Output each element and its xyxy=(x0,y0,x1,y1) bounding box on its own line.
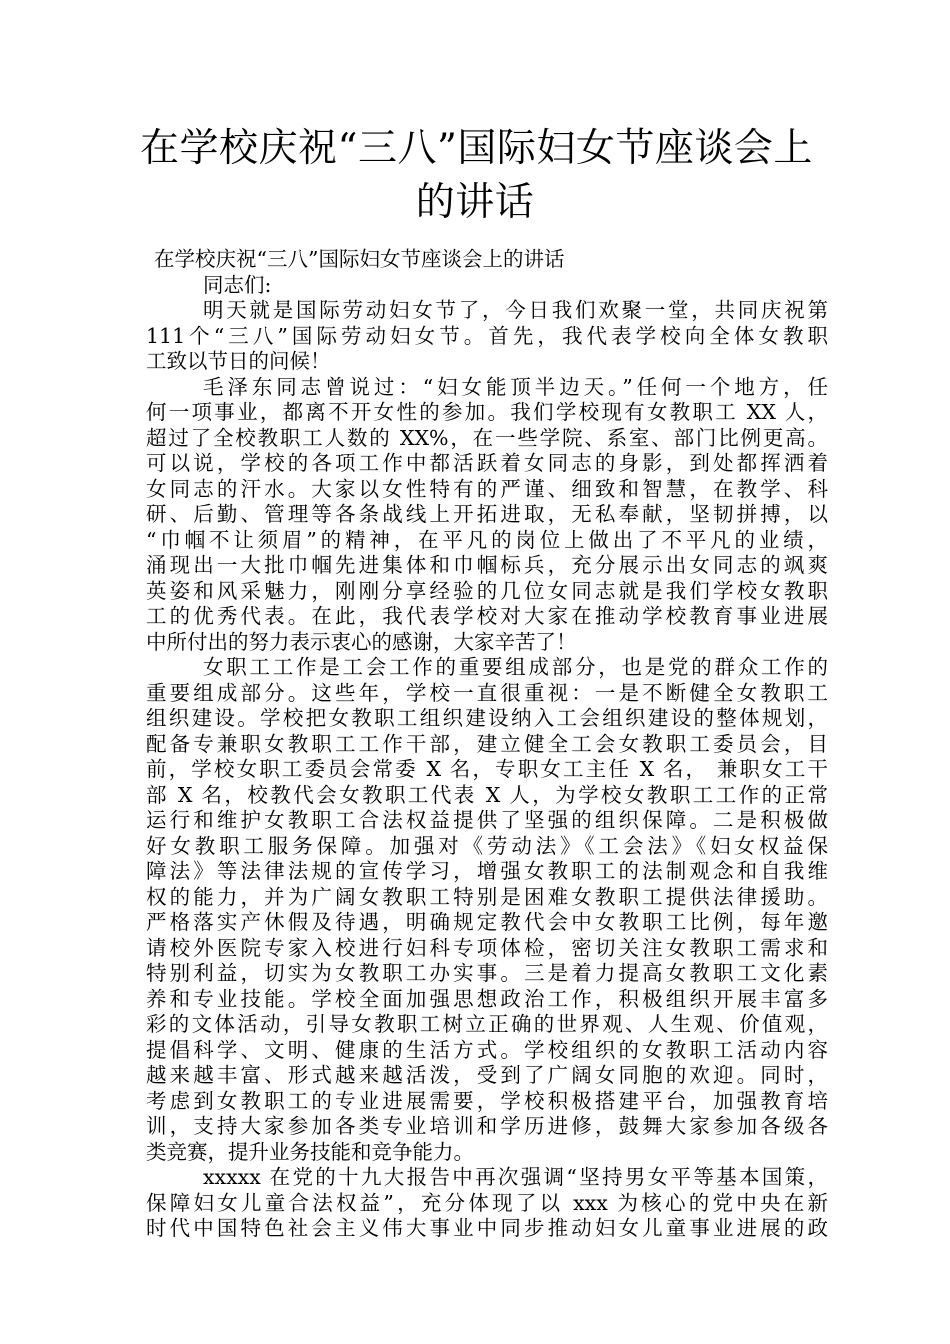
body-line: 工致以节日的问候！ xyxy=(146,349,331,373)
body-line: 越来越丰富、形式越来越活泼，受到了广阔女同胞的欢迎。同时， xyxy=(146,1063,828,1087)
body-line: 工的优秀代表。在此，我代表学校对大家在推动学校教育事业进展 xyxy=(146,604,828,628)
title-line-2: 的讲话 xyxy=(415,180,535,225)
body-line: “巾帼不让须眉”的精神，在平凡的岗位上做出了不平凡的业绩， xyxy=(146,527,828,552)
body-line: 训，支持大家参加各类专业培训和学历进修，鼓舞大家参加各级各 xyxy=(146,1114,828,1138)
body-line: 女职工工作是工会工作的重要组成部分，也是党的群众工作的 xyxy=(203,655,828,679)
body-line: 同志们: xyxy=(203,272,272,297)
body-line: 考虑到女教职工的专业进展需要，学校积极搭建平台，加强教育培 xyxy=(146,1088,828,1113)
body-line: 配备专兼职女教职工工作干部，建立健全工会女教职工委员会，目 xyxy=(146,731,828,756)
body-line: 组织建设。学校把女教职工组织建设纳入工会组织建设的整体规划， xyxy=(146,706,828,730)
body-line: 研、后勤、管理等各条战线上开拓进取，无私奉献，坚韧拼搏，以 xyxy=(146,502,828,526)
body-line: 保障妇女儿童合法权益”，充分体现了以 xxx 为核心的党中央在新 xyxy=(146,1190,828,1215)
body-line: 请校外医院专家入校进行妇科专项体检，密切关注女教职工需求和 xyxy=(146,935,828,960)
body-line: 权的能力，并为广阔女教职工特别是困难女教职工提供法律援助。 xyxy=(146,884,828,909)
body-line: 何一项事业，都离不开女性的参加。我们学校现有女教职工 XX 人， xyxy=(146,400,828,424)
body-line: 英姿和风采魅力，刚刚分享经验的几位女同志就是我们学校女教职 xyxy=(146,578,828,603)
body-line: 女同志的汗水。大家以女性特有的严谨、细致和智慧，在教学、科 xyxy=(146,476,828,501)
body-line: 在学校庆祝“三八”国际妇女节座谈会上的讲话 xyxy=(154,247,565,271)
body-line: 部 X 名，校教代会女教职工代表 X 人，为学校女教职工工作的正常 xyxy=(146,782,828,807)
body-line: 涌现出一大批巾帼先进集体和巾帼标兵，充分展示出女同志的飒爽 xyxy=(146,553,828,577)
body-line: 前，学校女职工委员会常委 X 名，专职女工主任 X 名， 兼职女工干 xyxy=(146,757,828,781)
body-line: 中所付出的努力表示衷心的感谢，大家辛苦了！ xyxy=(146,629,577,654)
body-line: xxxxx 在党的十九大报告中再次强调“坚持男女平等基本国策， xyxy=(203,1165,828,1189)
body-line: 障法》等法律法规的宣传学习，增强女教职工的法制观念和自我维 xyxy=(146,859,828,883)
document-body xyxy=(146,247,828,1242)
body-line: 毛泽东同志曾说过：“妇女能顶半边天。”任何一个地方，任 xyxy=(203,374,828,399)
body-line: 严格落实产休假及待遇，明确规定教代会中女教职工比例，每年邀 xyxy=(146,910,828,934)
body-line: 111个“三八”国际劳动妇女节。首先，我代表学校向全体女教职 xyxy=(146,323,828,348)
body-line: 养和专业技能。学校全面加强思想政治工作，积极组织开展丰富多 xyxy=(146,986,828,1011)
body-line: 时代中国特色社会主义伟大事业中同步推动妇女儿童事业进展的政 xyxy=(146,1216,828,1240)
body-line: 重要组成部分。这些年，学校一直很重视：一是不断健全女教职工 xyxy=(146,680,828,705)
document-title xyxy=(140,122,813,230)
body-line: 明天就是国际劳动妇女节了，今日我们欢聚一堂，共同庆祝第 xyxy=(203,298,828,322)
body-line: 好女教职工服务保障。加强对《劳动法》《工会法》《妇女权益保 xyxy=(146,833,828,858)
body-line: 提倡科学、文明、健康的生活方式。学校组织的女教职工活动内容 xyxy=(146,1037,828,1062)
body-line: 超过了全校教职工人数的 XX%，在一些学院、系室、部门比例更高。 xyxy=(146,425,828,450)
body-line: 类竞赛，提升业务技能和竞争能力。 xyxy=(146,1139,474,1164)
body-line: 运行和维护女教职工合法权益提供了坚强的组织保障。二是积极做 xyxy=(146,808,828,832)
body-line: 彩的文体活动，引导女教职工树立正确的世界观、人生观、价值观， xyxy=(146,1012,828,1036)
body-line: 特别利益，切实为女教职工办实事。三是着力提高女教职工文化素 xyxy=(146,961,828,985)
title-line-1: 在学校庆祝“三八”国际妇女节座谈会上 xyxy=(140,126,813,171)
body-line: 可以说，学校的各项工作中都活跃着女同志的身影，到处都挥洒着 xyxy=(146,451,828,475)
